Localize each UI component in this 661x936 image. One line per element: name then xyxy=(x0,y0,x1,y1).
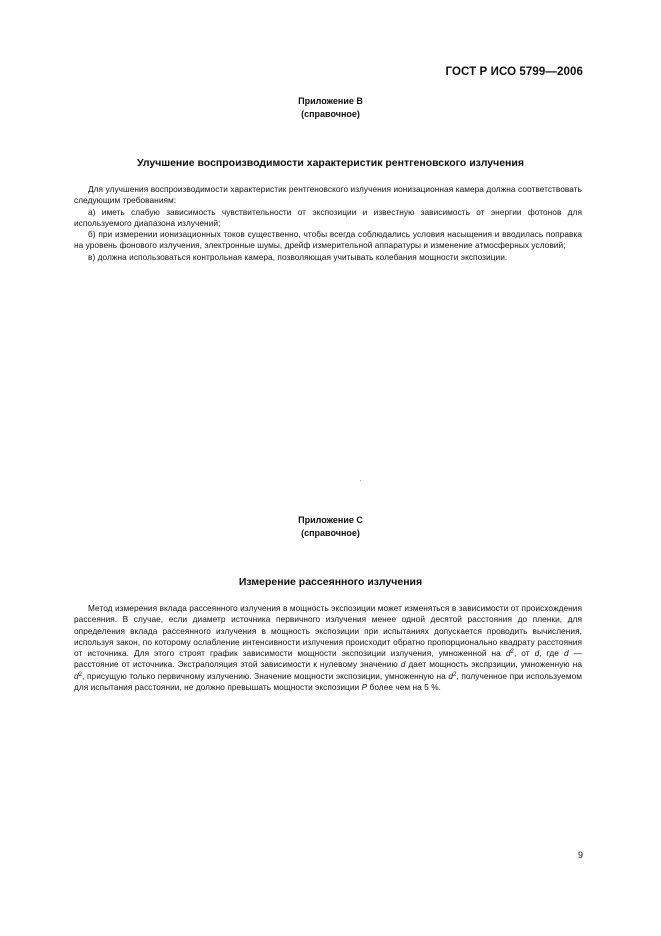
appendix-b-item-c: в) должна использоваться контрольная камера, позволяющая учитывать колебания мощности экспозиции. xyxy=(88,251,508,262)
appendix-b-title: Улучшение воспроизводимости характеристик рентгеновского излучения xyxy=(137,157,524,169)
c-text-4: — расстояние от источника. Экстраполяция этой зависимости к нулевому значению xyxy=(74,648,582,670)
c-text-7: , полученное при используемом для испытания расстоянии, не должно превышать мощности экспозиции xyxy=(74,670,582,693)
c-sym-p: P xyxy=(361,682,368,693)
appendix-b-body xyxy=(74,184,582,263)
appendix-b-intro: Для улучшения воспроизводимости характеристик рентгеновского излучения ионизационная камера должна соответствовать следующим требованиям: xyxy=(74,184,582,206)
c-sym-d-3: d xyxy=(563,648,569,659)
appendix-b-item-b: б) при измерении ионизационных токов существенно, чтобы всегда соблюдались условия насыщения и вводилась поправка на уровень фонового излучения, электронные шумы, дрейф измерительной аппаратуры и изменение атмосферных условий; xyxy=(74,229,582,251)
c-sym-d-4: d xyxy=(400,659,406,670)
c-sym-d-2: d xyxy=(534,648,540,659)
c-text-6: , присущую только первичному излучению. Значение мощности экспозиции, умноженную на xyxy=(82,670,446,681)
c-sym-d-6: d xyxy=(448,670,454,681)
c-sup-2: 2 xyxy=(78,671,83,678)
c-text-5: дает мощность экспрзиции, умноженную на xyxy=(405,659,582,670)
appendix-c-body xyxy=(74,603,582,693)
appendix-c-type: (справочное) xyxy=(301,527,360,538)
appendix-c-label: Приложение С xyxy=(298,515,363,525)
c-text-3: , где xyxy=(539,648,559,659)
document-code: ГОСТ Р ИСО 5799—2006 xyxy=(445,66,583,78)
c-text-1: Метод измерения вклада рассеянного излучения в мощность экспозиции может изменяться в зависимости от происхождения рассеяния. В случае, если диаметр источника первичного излучения менее одной десятой расстояния до пленки, для определения вклада рассеянного излучения в мощность экспозиции при испытаниях допускается проводить вычисления, используя закон, по которому ослабление интенсивности излучения происходит обратно пропорционально квадрату расстояния от источника. Для этого строят график зависимости мощности экспозиции излучения, умноженной на xyxy=(74,603,582,659)
c-sym-d-5: d xyxy=(74,670,79,681)
appendix-c-heading xyxy=(0,514,661,539)
c-sup-1: 2 xyxy=(510,649,514,656)
appendix-b-item-a: а) иметь слабую зависимость чувствительности от экспозиции и известную зависимость от энергии фотонов для используемого диапазона излучений; xyxy=(74,206,582,228)
c-text-2: , от xyxy=(513,648,530,659)
c-sym-d-1: d xyxy=(505,648,511,659)
scan-speck xyxy=(360,480,361,481)
appendix-b-type: (справочное) xyxy=(301,108,360,119)
page-number: 9 xyxy=(577,850,583,860)
appendix-c-paragraph xyxy=(74,603,582,693)
appendix-b-heading xyxy=(0,95,661,120)
appendix-b-label: Приложение В xyxy=(298,96,363,106)
appendix-c-title: Измерение рассеянного излучения xyxy=(238,576,423,588)
c-text-8: более чем на 5 %. xyxy=(369,682,441,693)
c-sup-3: 2 xyxy=(453,671,457,678)
